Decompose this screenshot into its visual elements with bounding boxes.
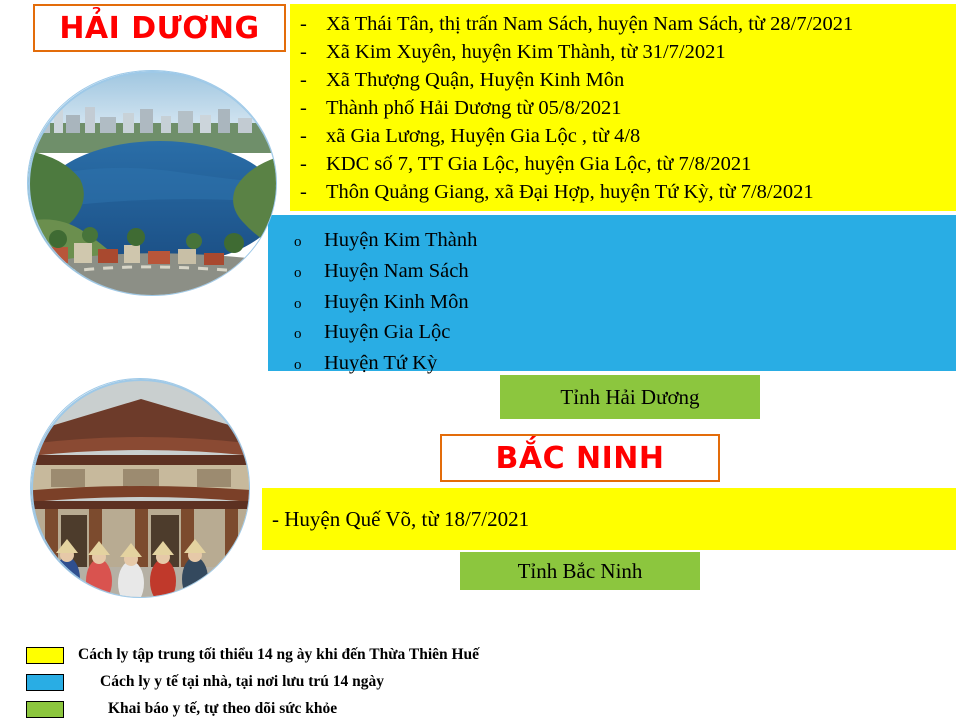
bac-ninh-green-caption: Tỉnh Bắc Ninh	[517, 558, 643, 583]
legend-label-green: Khai báo y tế, tự theo dõi sức khỏe	[108, 700, 338, 717]
dash-bullet-icon: -	[300, 69, 307, 92]
list-item-label: Xã Kim Xuyên, huyện Kim Thành, từ 31/7/2021	[326, 41, 726, 64]
dash-bullet-icon: -	[300, 97, 307, 120]
province-title-hai-duong: HẢI DƯƠNG	[59, 10, 260, 46]
list-item-label: Thôn Quảng Giang, xã Đại Hợp, huyện Tứ Kỳ, từ 7/8/2021	[326, 181, 814, 204]
list-item	[294, 317, 948, 348]
dash-bullet-icon: -	[300, 125, 307, 148]
list-item	[294, 287, 948, 318]
list-item-label: Huyện Tứ Kỳ	[324, 352, 438, 374]
list-item-label: xã Gia Lương, Huyện Gia Lộc , từ 4/8	[326, 125, 641, 148]
circle-bullet-icon: o	[294, 264, 302, 281]
hai-duong-green-caption-bar	[500, 375, 760, 419]
dash-bullet-icon: -	[300, 13, 307, 35]
province-title-bac-ninh: BẮC NINH	[495, 440, 665, 476]
dash-bullet-icon: -	[300, 181, 307, 204]
list-item-label: Huyện Kinh Môn	[324, 290, 469, 313]
list-item-label: Xã Thượng Quận, Huyện Kinh Môn	[326, 69, 625, 92]
list-item	[300, 122, 948, 150]
list-item-label: KDC số 7, TT Gia Lộc, huyện Gia Lộc, từ 7/8/2021	[326, 153, 752, 176]
legend-row-yellow	[26, 646, 479, 664]
legend-label-blue: Cách ly y tế tại nhà, tại nơi lưu trú 14 ngày	[100, 673, 384, 690]
list-item-label: Huyện Kim Thành	[324, 229, 478, 251]
list-item	[300, 178, 948, 206]
legend-swatch-blue	[26, 674, 64, 691]
list-item-label: Huyện Nam Sách	[324, 259, 469, 282]
bac-ninh-photo-graphic	[31, 379, 250, 598]
hai-duong-home-quarantine-panel	[268, 215, 956, 374]
list-item-label: Xã Thái Tân, thị trấn Nam Sách, huyện Nam Sách, từ 28/7/2021	[326, 13, 854, 35]
circle-bullet-icon: o	[294, 326, 302, 343]
list-item-label: Huyện Gia Lộc	[324, 321, 451, 344]
legend-row-green	[26, 700, 337, 718]
bac-ninh-quarantine-text: - Huyện Quế Võ, từ 18/7/2021	[272, 506, 530, 531]
legend-row-blue	[26, 673, 384, 691]
hai-duong-quarantine-list-panel	[290, 4, 956, 211]
hai-duong-city-lake-photo	[27, 70, 277, 296]
list-item	[294, 225, 948, 256]
circle-bullet-icon: o	[294, 234, 302, 250]
bac-ninh-green-caption-bar	[460, 552, 700, 590]
dash-bullet-icon: -	[300, 153, 307, 176]
bac-ninh-quarantine-bar	[262, 488, 956, 550]
legend-swatch-yellow	[26, 647, 64, 664]
hai-duong-yellow-list	[300, 10, 948, 207]
list-item	[300, 150, 948, 178]
legend-label-yellow: Cách ly tập trung tối thiểu 14 ng ày khi đến Thừa Thiên Huế	[78, 646, 480, 663]
bac-ninh-temple-photo	[30, 378, 250, 598]
province-title-box-bac-ninh	[440, 434, 720, 482]
circle-bullet-icon: o	[294, 357, 302, 373]
list-item-label: Thành phố Hải Dương từ 05/8/2021	[326, 97, 622, 120]
list-item	[300, 38, 948, 66]
circle-bullet-icon: o	[294, 295, 302, 312]
list-item	[294, 256, 948, 287]
province-title-box-hai-duong	[33, 4, 286, 52]
legend-swatch-green	[26, 701, 64, 718]
list-item	[300, 66, 948, 94]
dash-bullet-icon: -	[300, 41, 307, 64]
hai-duong-green-caption: Tỉnh Hải Dương	[560, 384, 700, 409]
list-item	[300, 94, 948, 122]
hai-duong-blue-list	[294, 225, 948, 379]
list-item	[300, 10, 948, 38]
hai-duong-photo-graphic	[28, 71, 277, 296]
